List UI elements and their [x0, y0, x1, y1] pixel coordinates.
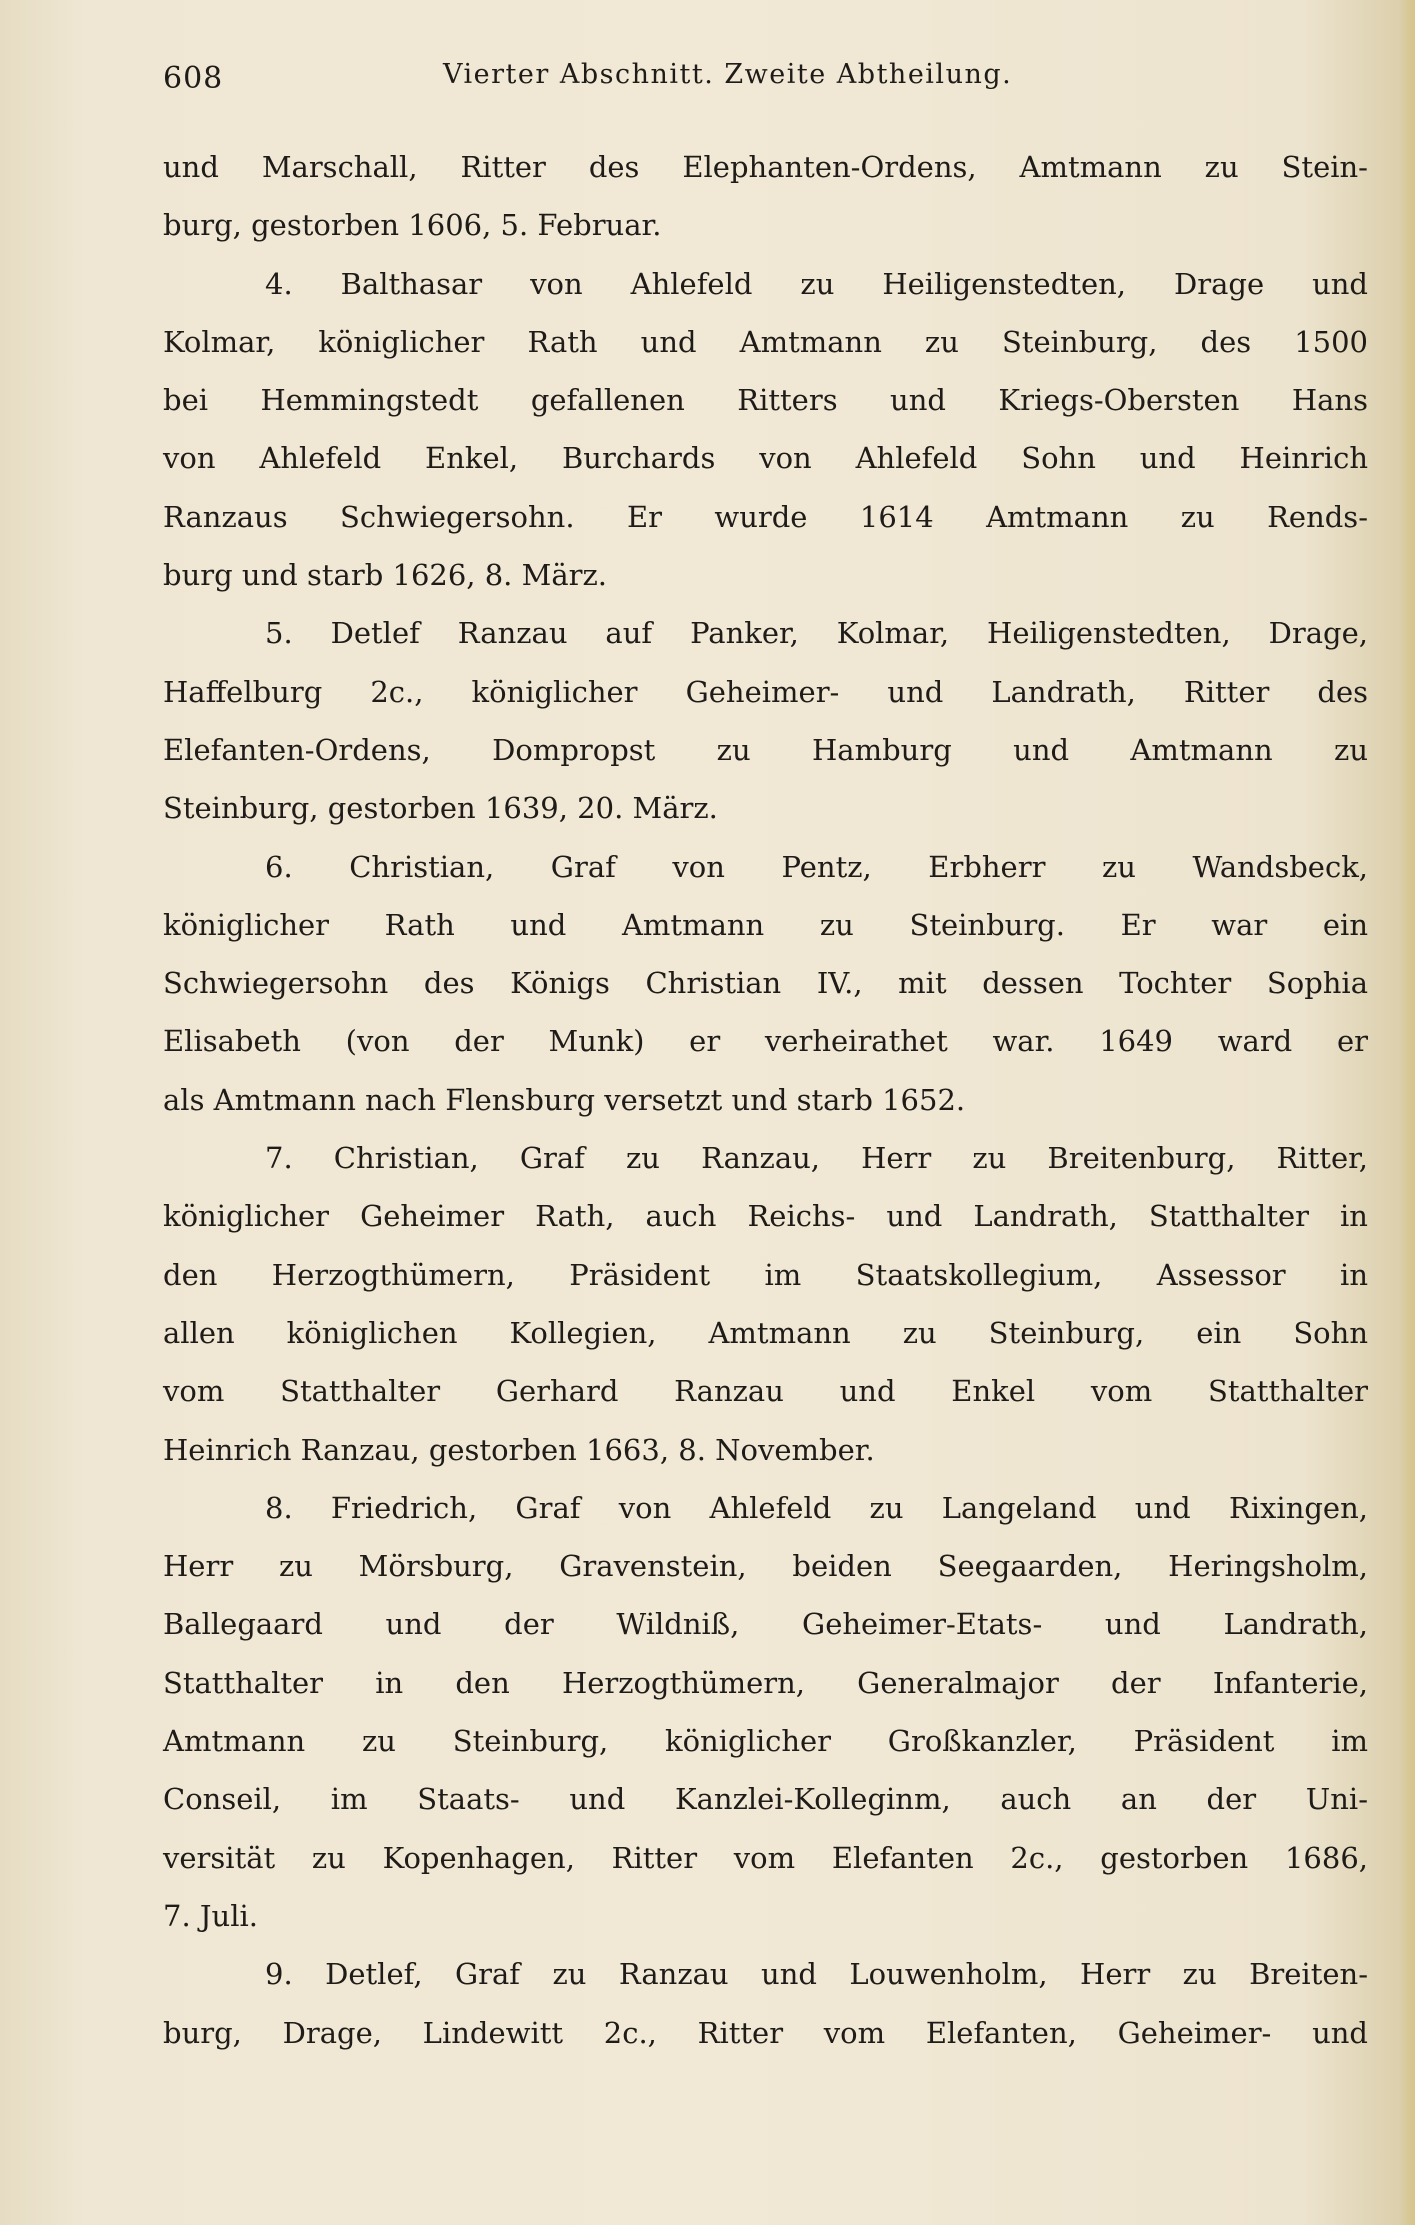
text-line: den Herzogthümern, Präsident im Staatskollegium, Assessor in [163, 1257, 1368, 1292]
text-line: königlicher Rath und Amtmann zu Steinburg. Er war ein [163, 907, 1368, 942]
text-line: burg und starb 1626, 8. März. [163, 558, 607, 593]
text-line: königlicher Geheimer Rath, auch Reichs- und Landrath, Statthalter in [163, 1199, 1368, 1234]
running-head: Vierter Abschnitt. Zweite Abtheilung. [443, 59, 1013, 90]
text-line: bei Hemmingstedt gefallenen Ritters und Kriegs-Obersten Hans [163, 383, 1368, 418]
text-line: Schwiegersohn des Königs Christian IV., mit dessen Tochter Sophia [163, 966, 1368, 1001]
page-number: 608 [163, 61, 224, 96]
text-line: allen königlichen Kollegien, Amtmann zu Steinburg, ein Sohn [163, 1315, 1368, 1350]
text-line: 5. Detlef Ranzau auf Panker, Kolmar, Heiligenstedten, Drage, [265, 616, 1368, 651]
text-line: Ranzaus Schwiegersohn. Er wurde 1614 Amtmann zu Rends- [163, 499, 1368, 534]
text-line: Herr zu Mörsburg, Gravenstein, beiden Seegaarden, Heringsholm, [163, 1549, 1368, 1584]
text-line: 9. Detlef, Graf zu Ranzau und Louwenholm, Herr zu Breiten- [265, 1957, 1368, 1992]
text-line: Steinburg, gestorben 1639, 20. März. [163, 791, 718, 826]
body-text [163, 138, 1368, 2062]
text-line: Haffelburg 2c., königlicher Geheimer- und Landrath, Ritter des [163, 674, 1368, 709]
text-line: von Ahlefeld Enkel, Burchards von Ahlefeld Sohn und Heinrich [163, 441, 1368, 476]
text-line: Amtmann zu Steinburg, königlicher Großkanzler, Präsident im [163, 1724, 1368, 1759]
text-line: 7. Juli. [163, 1898, 258, 1933]
text-line: Statthalter in den Herzogthümern, Generalmajor der Infanterie, [163, 1665, 1368, 1700]
text-line: 6. Christian, Graf von Pentz, Erbherr zu Wandsbeck, [265, 849, 1368, 884]
text-line: und Marschall, Ritter des Elephanten-Ordens, Amtmann zu Stein- [163, 150, 1368, 184]
page-gutter-shadow [1399, 0, 1415, 2225]
text-line: Elefanten-Ordens, Dompropst zu Hamburg und Amtmann zu [163, 732, 1368, 767]
text-line: Kolmar, königlicher Rath und Amtmann zu Steinburg, des 1500 [163, 324, 1368, 359]
text-line: vom Statthalter Gerhard Ranzau und Enkel vom Statthalter [163, 1374, 1368, 1409]
text-line: 8. Friedrich, Graf von Ahlefeld zu Langeland und Rixingen, [265, 1490, 1368, 1525]
text-line: 7. Christian, Graf zu Ranzau, Herr zu Breitenburg, Ritter, [265, 1141, 1368, 1176]
text-line: burg, gestorben 1606, 5. Februar. [163, 208, 662, 243]
text-line: Ballegaard und der Wildniß, Geheimer-Etats- und Landrath, [163, 1607, 1368, 1642]
text-line: als Amtmann nach Flensburg versetzt und starb 1652. [163, 1082, 966, 1117]
text-line: Heinrich Ranzau, gestorben 1663, 8. November. [163, 1432, 875, 1467]
text-line: versität zu Kopenhagen, Ritter vom Elefanten 2c., gestorben 1686, [163, 1840, 1368, 1875]
page-header [163, 55, 1373, 99]
text-line: Elisabeth (von der Munk) er verheirathet war. 1649 ward er [163, 1024, 1368, 1059]
text-line: burg, Drage, Lindewitt 2c., Ritter vom Elefanten, Geheimer- und [163, 2015, 1368, 2050]
text-line: Conseil, im Staats- und Kanzlei-Kolleginm, auch an der Uni- [163, 1782, 1368, 1817]
text-line: 4. Balthasar von Ahlefeld zu Heiligenstedten, Drage und [265, 266, 1368, 301]
